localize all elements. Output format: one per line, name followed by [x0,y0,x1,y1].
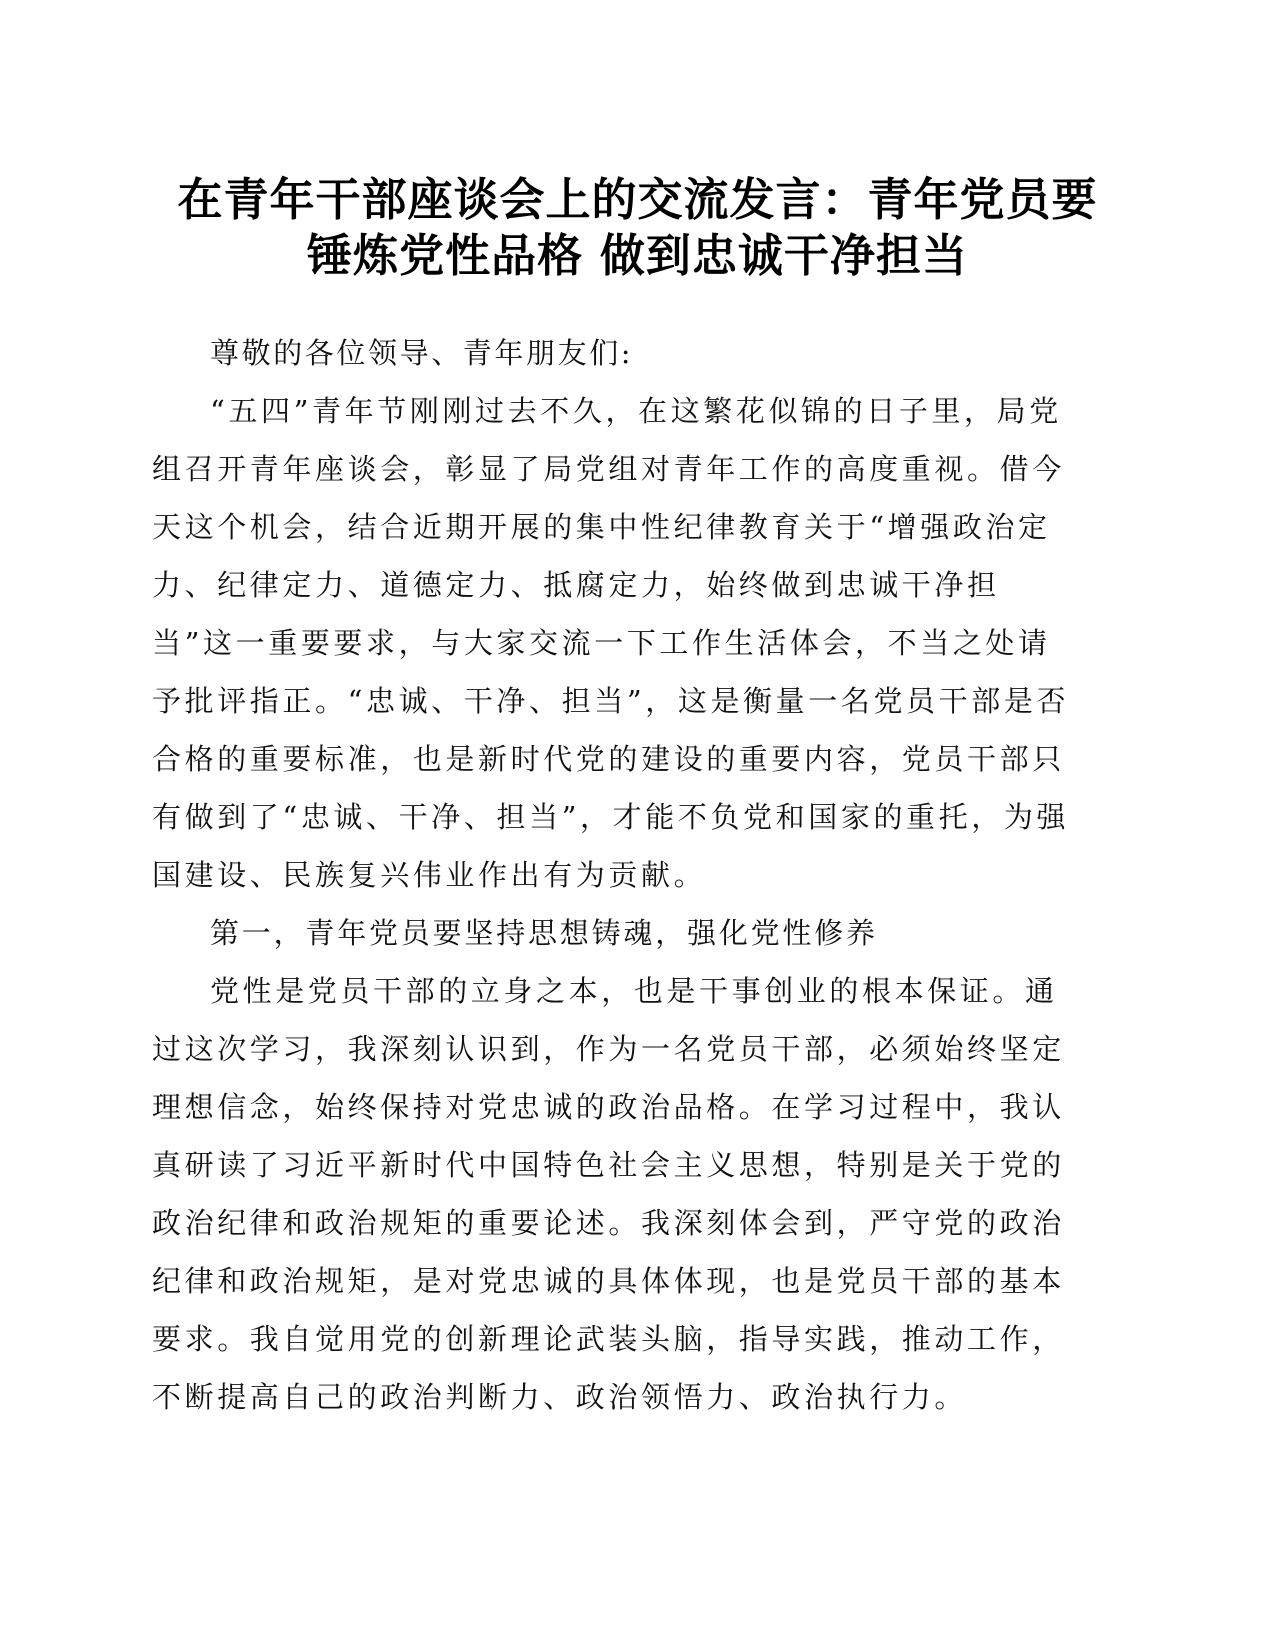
paragraph-intro: “五四”青年节刚刚过去不久，在这繁花似锦的日子里，局党组召开青年座谈会，彰显了局党组对青年工作的高度重视。借今天这个机会，结合近期开展的集中性纪律教育关于“增强政治定力、纪律定力、道德定力、抵腐定力，始终做到忠诚干净担当”这一重要要求，与大家交流一下工作生活体会，不当之处请予批评指正。“忠诚、干净、担当”，这是衡量一名党员干部是否合格的重要标准，也是新时代党的建设的重要内容，党员干部只有做到了“忠诚、干净、担当”，才能不负党和国家的重托，为强国建设、民族复兴伟业作出有为贡献。 [152,394,1070,892]
document-body [152,324,1082,1426]
section-heading-1: 第一，青年党员要坚持思想铸魂，强化党性修养 [210,916,878,950]
paragraph-section-1: 党性是党员干部的立身之本，也是干事创业的根本保证。通过这次学习，我深刻认识到，作为一名党员干部，必须始终坚定理想信念，始终保持对党忠诚的政治品格。在学习过程中，我认真研读了习近平新时代中国特色社会主义思想，特别是关于党的政治纪律和政治规矩的重要论述。我深刻体会到，严守党的政治纪律和政治规矩，是对党忠诚的具体体现，也是党员干部的基本要求。我自觉用党的创新理论武装头脑，指导实践，推动工作，不断提高自己的政治判断力、政治领悟力、政治执行力。 [152,974,1065,1414]
document-title [140,172,1135,284]
title-line-2: 锤炼党性品格 做到忠诚干净担当 [307,229,968,282]
title-line-1: 在青年干部座谈会上的交流发言：青年党员要 [177,173,1098,226]
greeting: 尊敬的各位领导、青年朋友们: [210,336,634,370]
